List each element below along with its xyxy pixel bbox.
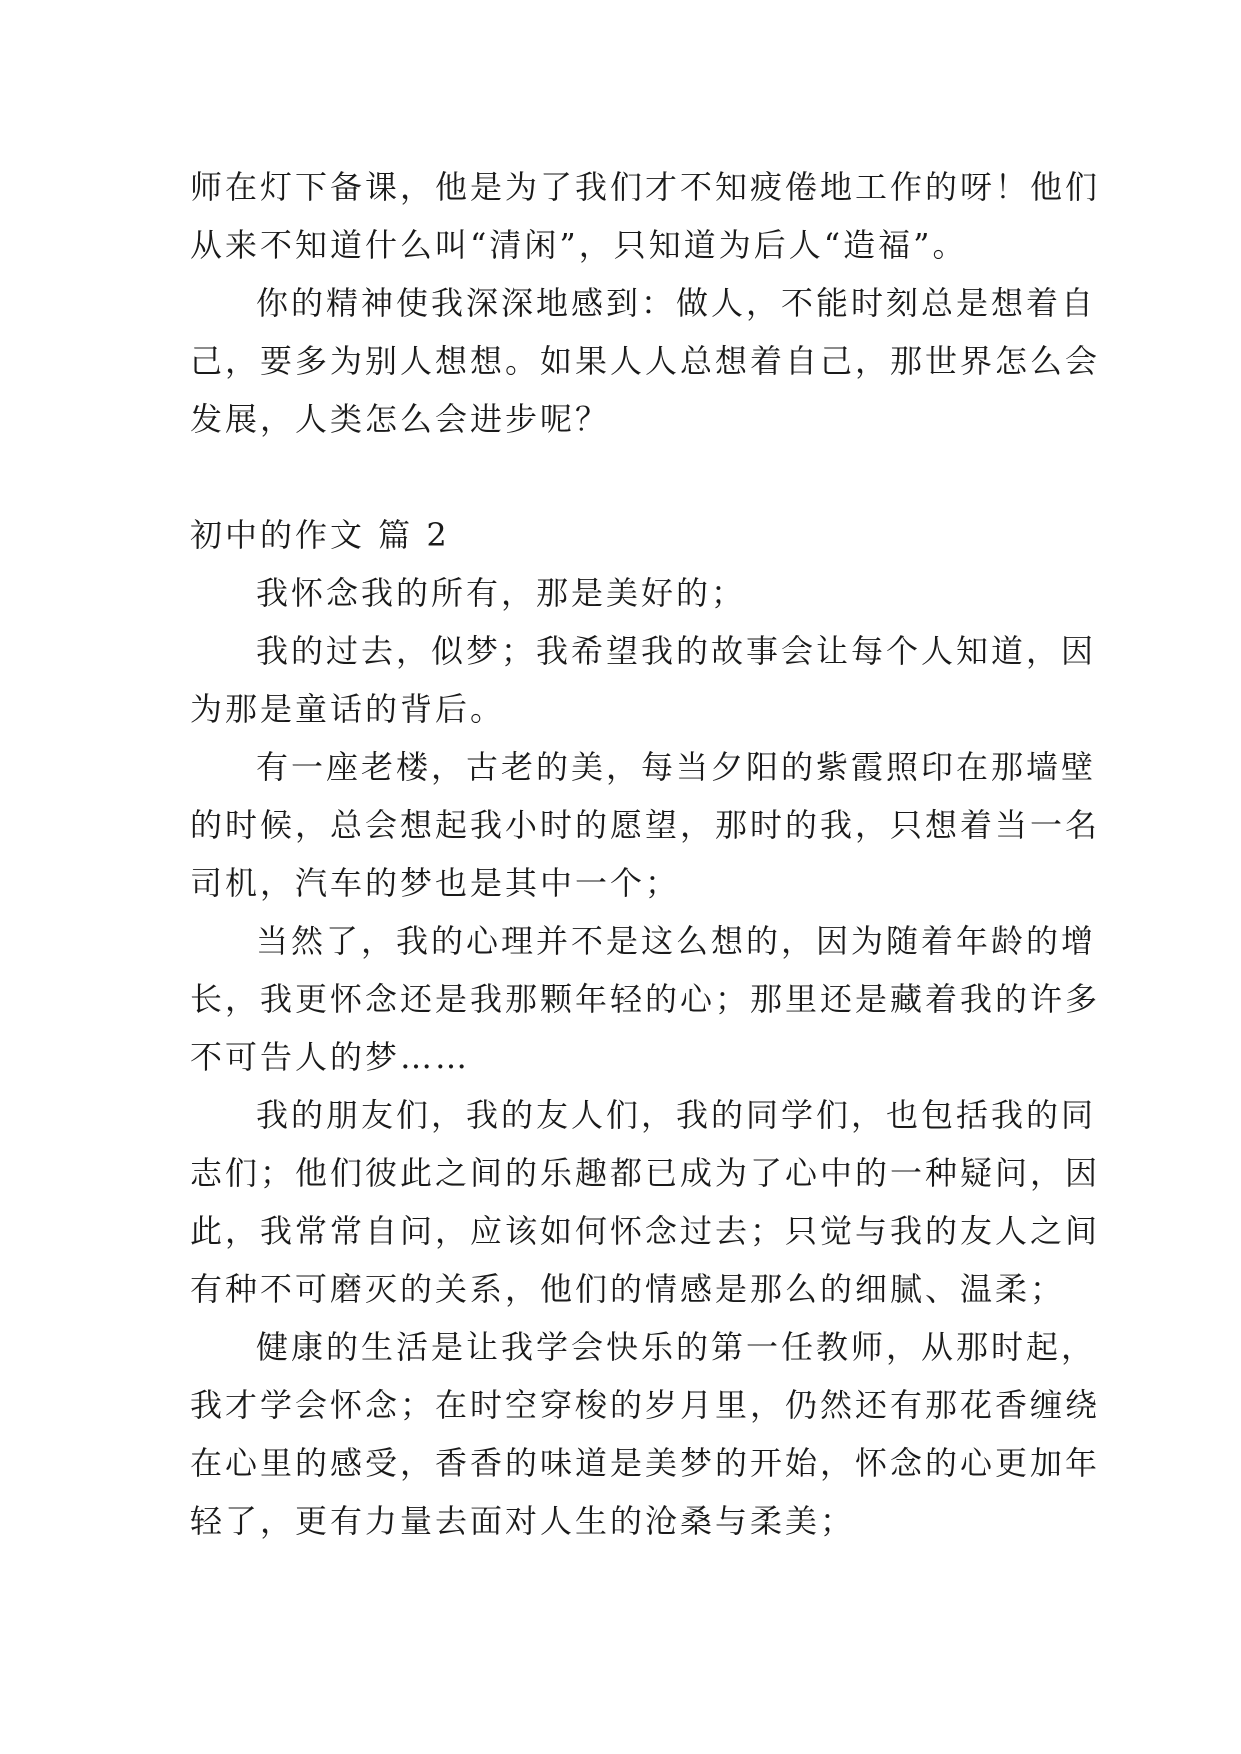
text-line: 志们；他们彼此之间的乐趣都已成为了心中的一种疑问，因 xyxy=(190,1154,1101,1192)
text-line: 我才学会怀念；在时空穿梭的岁月里，仍然还有那花香缠绕 xyxy=(190,1386,1101,1424)
text-line: 不可告人的梦…… xyxy=(190,1038,471,1076)
section-gap xyxy=(190,448,1055,506)
text-line: 我的朋友们，我的友人们，我的同学们，也包括我的同 xyxy=(256,1096,1097,1134)
text-line: 你的精神使我深深地感到：做人，不能时刻总是想着自 xyxy=(256,284,1097,322)
text-line: 的时候，总会想起我小时的愿望，那时的我，只想着当一名 xyxy=(190,806,1101,844)
text-line: 当然了，我的心理并不是这么想的，因为随着年龄的增 xyxy=(256,922,1097,960)
section-heading: 初中的作文 篇 2 xyxy=(190,516,450,554)
text-line: 为那是童话的背后。 xyxy=(190,690,506,728)
text-line: 从来不知道什么叫“清闲”，只知道为后人“造福”。 xyxy=(190,226,968,264)
text-line: 有一座老楼，古老的美，每当夕阳的紫霞照印在那墙壁 xyxy=(256,748,1097,786)
text-line: 此，我常常自问，应该如何怀念过去；只觉与我的友人之间 xyxy=(190,1212,1101,1250)
text-line: 己，要多为别人想想。如果人人总想着自己，那世界怎么会 xyxy=(190,342,1101,380)
text-line: 司机，汽车的梦也是其中一个； xyxy=(190,864,681,902)
text-line: 发展，人类怎么会进步呢？ xyxy=(190,400,611,438)
text-line: 有种不可磨灭的关系，他们的情感是那么的细腻、温柔； xyxy=(190,1270,1066,1308)
text-line: 健康的生活是让我学会快乐的第一任教师，从那时起， xyxy=(256,1328,1097,1366)
text-line: 长，我更怀念还是我那颗年轻的心；那里还是藏着我的许多 xyxy=(190,980,1101,1018)
text-line: 我的过去，似梦；我希望我的故事会让每个人知道，因 xyxy=(256,632,1097,670)
text-line: 轻了，更有力量去面对人生的沧桑与柔美； xyxy=(190,1502,856,1540)
text-line: 师在灯下备课，他是为了我们才不知疲倦地工作的呀！他们 xyxy=(190,168,1101,206)
document-page xyxy=(190,158,1101,1550)
text-line: 我怀念我的所有，那是美好的； xyxy=(256,574,747,612)
text-line: 在心里的感受，香香的味道是美梦的开始，怀念的心更加年 xyxy=(190,1444,1101,1482)
